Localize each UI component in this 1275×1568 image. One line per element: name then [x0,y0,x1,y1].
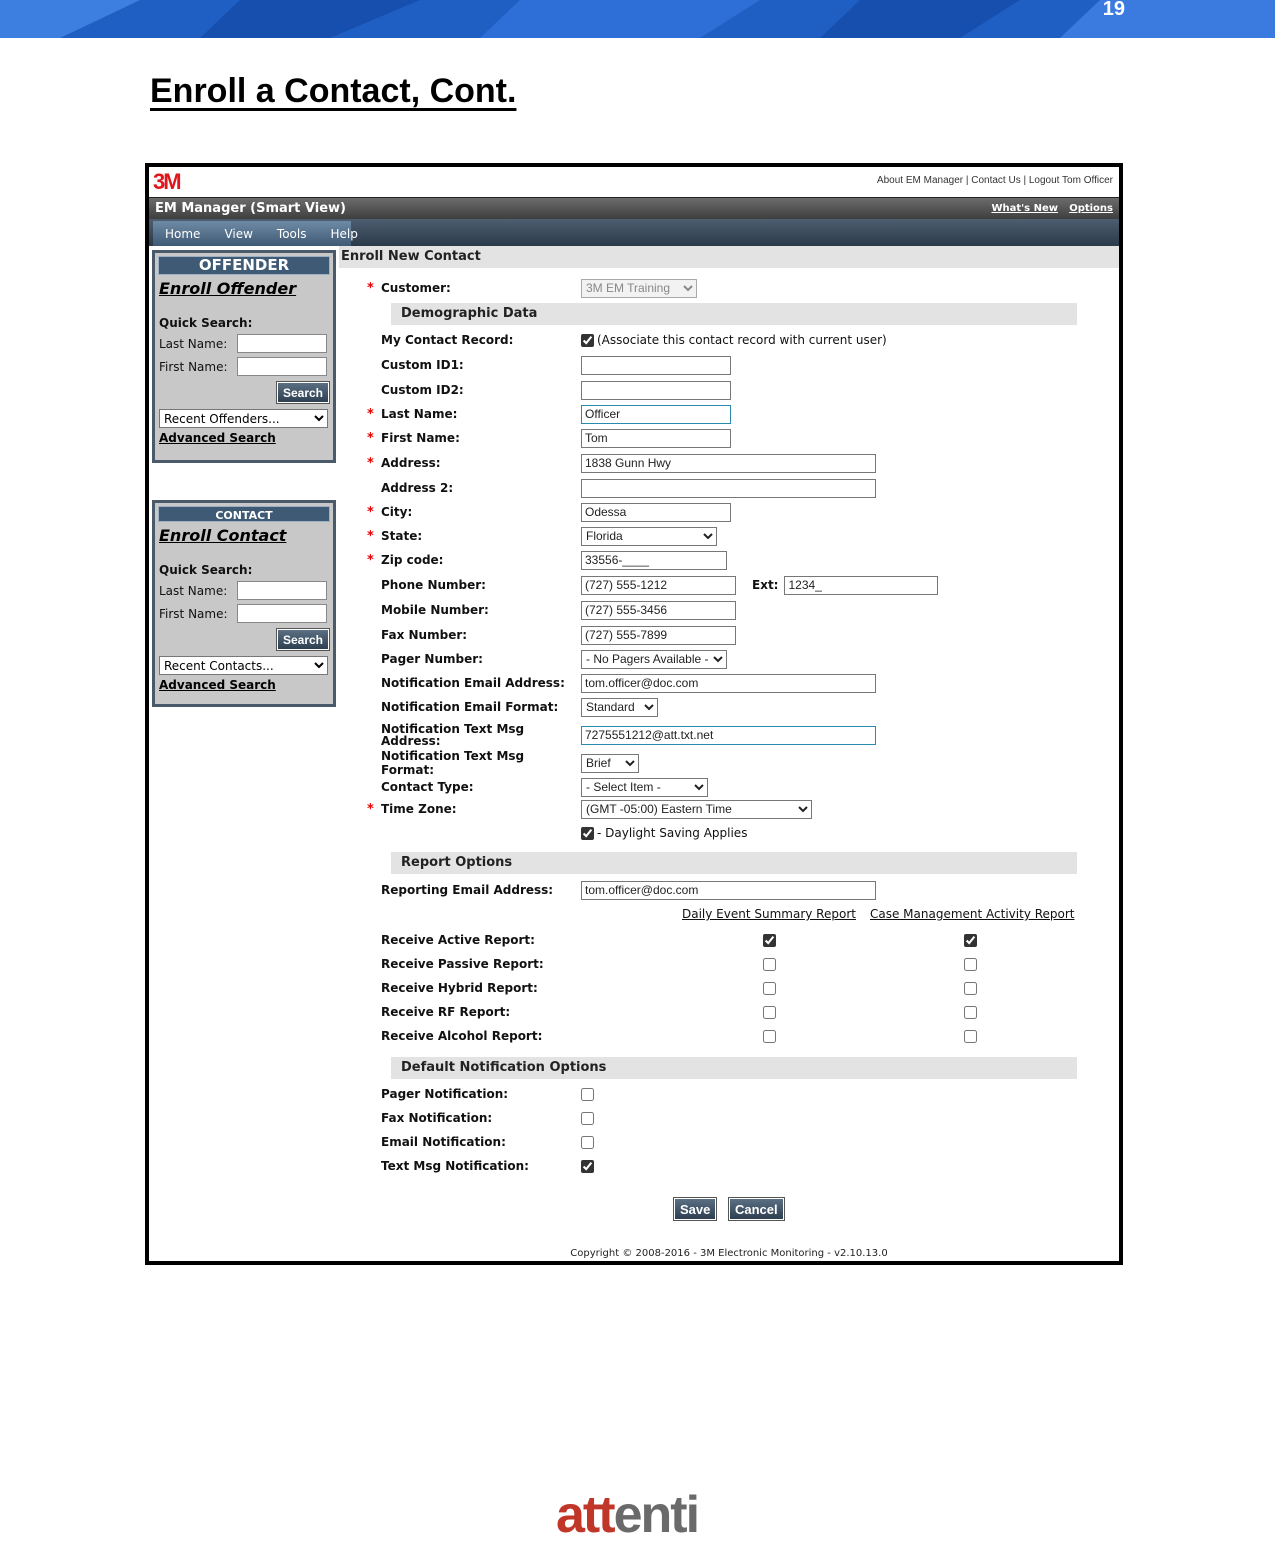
notification-label: Fax Notification: [381,1111,493,1125]
mobile-input[interactable] [581,601,736,620]
ext-label: Ext: [752,578,779,592]
rf-daily-checkbox[interactable] [763,1006,776,1019]
app-top-bar [149,167,1119,197]
mobile-row [381,600,736,620]
app-name: EM Manager (Smart View) [155,201,346,216]
contact-last-name-row [159,581,333,600]
menu-tools[interactable]: Tools [276,226,307,241]
report-row-hybrid [381,978,581,998]
dst-checkbox[interactable] [581,827,594,840]
attenti-logo-part1: att [556,1486,614,1544]
contact-type-select[interactable] [581,778,708,797]
contact-first-name-label: First Name: [159,606,228,621]
notif-text-format-label: Notification Text Msg Format: [381,749,525,777]
contact-header: CONTACT [158,506,330,522]
notif-text-addr-row [381,722,876,748]
phone-row [381,575,938,595]
notif-text-addr-label [381,723,581,747]
menu-group [153,221,358,246]
last-name-label: Last Name: [381,407,458,421]
phone-label: Phone Number: [381,578,486,592]
custom-id1-label: Custom ID1: [381,358,464,372]
zip-label: Zip code: [381,553,444,567]
contact-quick-search-label: Quick Search: [159,563,253,577]
reporting-email-label: Reporting Email Address: [381,883,554,897]
city-row [367,502,731,522]
pager-notification-checkbox[interactable] [581,1088,594,1101]
fax-notification-checkbox[interactable] [581,1112,594,1125]
ext-input[interactable] [784,576,938,595]
whats-new-link[interactable]: What's New [991,203,1058,214]
cancel-button[interactable]: Cancel [729,1198,784,1220]
save-button[interactable]: Save [674,1198,716,1220]
required-marker: * [367,528,374,544]
page-number: 19 [1102,0,1125,20]
last-name-row [367,404,731,424]
logout-link[interactable]: Logout Tom Officer [1028,175,1113,186]
first-name-input[interactable] [581,429,731,448]
enroll-offender-link[interactable]: Enroll Offender [159,279,297,298]
report-row-rf [381,1002,581,1022]
required-marker: * [367,406,374,422]
offender-advanced-search-link[interactable]: Advanced Search [159,431,276,445]
my-contact-checkbox[interactable] [581,334,594,347]
menu-help[interactable]: Help [330,226,358,241]
notif-text-format-row [381,749,639,777]
report-row-alcohol [381,1026,581,1046]
case-management-column: Case Management Activity Report [870,907,1075,921]
fax-notification-row [381,1108,597,1128]
3m-logo: 3M [153,169,180,194]
form-header: Enroll New Contact [339,246,1119,268]
menu-bar [149,219,1119,246]
email-notification-row [381,1132,597,1152]
demographic-section-header: Demographic Data [391,303,1077,325]
my-contact-label: My Contact Record: [381,333,514,347]
contact-last-name-input[interactable] [237,581,327,600]
required-marker: * [367,504,374,520]
pager-label: Pager Number: [381,652,483,666]
offender-quick-search-label: Quick Search: [159,316,253,330]
offender-first-name-input[interactable] [237,357,327,376]
passive-case-checkbox[interactable] [964,958,977,971]
copyright-text: Copyright © 2008-2016 - 3M Electronic Monitoring - v2.10.13.0 [570,1248,888,1259]
active-daily-checkbox[interactable] [763,934,776,947]
custom-id2-row [381,380,731,400]
zip-input[interactable] [581,551,727,570]
offender-first-name-label: First Name: [159,359,228,374]
address2-label: Address 2: [381,481,454,495]
pager-notification-row [381,1084,597,1104]
customer-select[interactable] [581,279,697,298]
rf-case-checkbox[interactable] [964,1006,977,1019]
city-input[interactable] [581,503,731,522]
notif-text-addr-label-line1: Notification Text Msg [381,722,525,736]
notif-email-row [381,673,876,693]
dst-row [381,823,747,843]
required-marker: * [367,552,374,568]
report-section-header: Report Options [391,852,1077,874]
notification-label: Pager Notification: [381,1087,509,1101]
offender-panel [152,250,336,463]
zip-row [367,550,727,570]
time-zone-row [367,799,812,819]
pager-select[interactable] [581,650,727,669]
header-decoration [0,0,1275,38]
attenti-logo-part2: enti [613,1486,699,1544]
report-label: Receive Active Report: [381,933,535,947]
pager-row [381,649,727,669]
customer-row [367,278,697,298]
contact-us-link[interactable]: Contact Us [971,175,1021,186]
phone-input[interactable] [581,576,736,595]
report-row-passive [381,954,581,974]
page-title: Enroll a Contact, Cont. [150,72,517,110]
offender-last-name-input[interactable] [237,334,327,353]
daily-event-summary-column: Daily Event Summary Report [682,907,856,921]
address2-row [381,478,876,498]
menu-home[interactable]: Home [165,226,201,241]
report-label: Receive RF Report: [381,1005,511,1019]
offender-header: OFFENDER [158,256,330,275]
attenti-logo [556,1487,698,1543]
page-header-band [0,0,1275,38]
required-marker: * [367,801,374,817]
about-link[interactable]: About EM Manager [876,175,964,186]
dst-text: - Daylight Saving Applies [597,826,748,840]
reporting-email-input[interactable] [581,881,876,900]
report-label: Receive Passive Report: [381,957,544,971]
notif-text-addr-input[interactable] [581,726,876,745]
required-marker: * [367,280,374,296]
active-case-checkbox[interactable] [964,934,977,947]
state-row [367,526,717,546]
contact-panel [152,500,336,707]
em-manager-app [149,167,1119,1261]
text-msg-notification-row [381,1156,597,1176]
screenshot-frame [145,163,1123,1265]
alcohol-daily-checkbox[interactable] [763,1030,776,1043]
hybrid-daily-checkbox[interactable] [763,982,776,995]
alcohol-case-checkbox[interactable] [964,1030,977,1043]
custom-id1-input[interactable] [581,356,731,375]
custom-id2-input[interactable] [581,381,731,400]
text-msg-notification-checkbox[interactable] [581,1160,594,1173]
first-name-row [367,428,731,448]
address-input[interactable] [581,454,876,473]
mobile-label: Mobile Number: [381,603,489,617]
notif-text-addr-label-line2: Address: [381,734,441,748]
menu-view[interactable]: View [224,226,253,241]
recent-offenders-select[interactable] [159,409,328,428]
app-title-bar [149,197,1119,219]
address-label: Address: [381,456,441,470]
notif-text-format-select[interactable] [581,754,639,773]
fax-label: Fax Number: [381,628,468,642]
recent-contacts-select[interactable] [159,656,328,675]
state-select[interactable] [581,527,717,546]
offender-last-name-label: Last Name: [159,336,228,351]
offender-last-name-row [159,334,333,353]
contact-search-button[interactable]: Search [277,629,329,650]
address2-input[interactable] [581,479,876,498]
contact-last-name-label: Last Name: [159,583,228,598]
contact-type-row [381,777,708,797]
contact-advanced-search-link[interactable]: Advanced Search [159,678,276,692]
first-name-label: First Name: [381,431,460,445]
passive-daily-checkbox[interactable] [763,958,776,971]
time-zone-select[interactable] [581,800,812,819]
notif-email-format-row [381,697,658,717]
notif-email-format-select[interactable] [581,698,658,717]
report-row-active [381,930,581,950]
reporting-email-row [381,880,876,900]
contact-first-name-input[interactable] [237,604,327,623]
options-link[interactable]: Options [1069,203,1113,214]
notif-email-format-label: Notification Email Format: [381,700,559,714]
required-marker: * [367,430,374,446]
last-name-input[interactable] [581,405,731,424]
notif-email-label: Notification Email Address: [381,676,565,690]
state-label: State: [381,529,423,543]
notif-email-input[interactable] [581,674,876,693]
customer-label: Customer: [381,281,451,295]
my-contact-text: (Associate this contact record with current user) [597,333,887,347]
address-row [367,453,876,473]
fax-row [381,625,736,645]
enroll-contact-link[interactable]: Enroll Contact [159,526,287,545]
contact-first-name-row [159,604,333,623]
custom-id2-label: Custom ID2: [381,383,464,397]
top-links: About EM Manager | Contact Us | Logout Tom Officer [876,175,1113,186]
time-zone-label: Time Zone: [381,802,457,816]
default-notification-section-header: Default Notification Options [391,1057,1077,1079]
report-label: Receive Hybrid Report: [381,981,538,995]
fax-input[interactable] [581,626,736,645]
contact-type-label: Contact Type: [381,780,474,794]
email-notification-checkbox[interactable] [581,1136,594,1149]
notification-label: Text Msg Notification: [381,1159,529,1173]
custom-id1-row [381,355,731,375]
title-links [983,203,1113,214]
city-label: City: [381,505,413,519]
report-label: Receive Alcohol Report: [381,1029,543,1043]
offender-search-button[interactable]: Search [277,382,329,403]
offender-first-name-row [159,357,333,376]
required-marker: * [367,455,374,471]
notification-label: Email Notification: [381,1135,506,1149]
hybrid-case-checkbox[interactable] [964,982,977,995]
my-contact-row [381,330,887,350]
